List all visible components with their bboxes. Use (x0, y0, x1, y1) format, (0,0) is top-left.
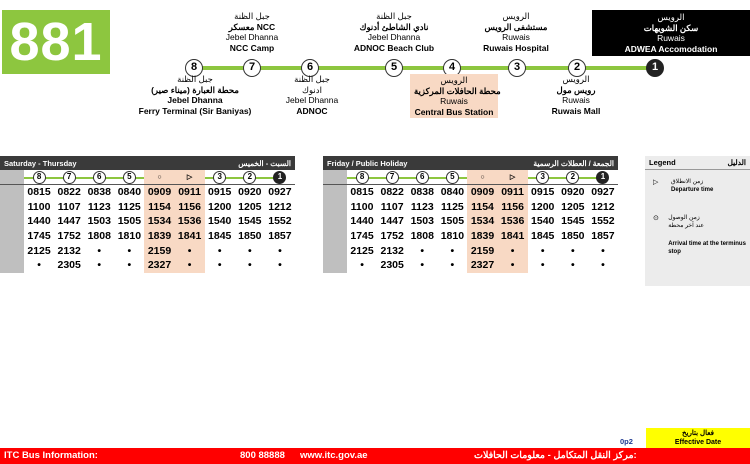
time-cell: 2132 (57, 244, 81, 257)
mini-stop-circle: 8 (33, 171, 46, 184)
mini-stop-circle: 7 (386, 171, 399, 184)
table-row (323, 200, 618, 215)
stop-8-ar-main: محطة العبارة (ميناء صير) (151, 84, 239, 95)
stop-label-7 (212, 11, 292, 53)
mini-stop-circle: 6 (416, 171, 429, 184)
time-cell: • (217, 259, 222, 272)
time-cell: 1123 (410, 200, 434, 213)
mini-stop-circle: 6 (93, 171, 106, 184)
time-cell: 1505 (117, 215, 142, 228)
time-cell: 1123 (87, 200, 111, 213)
footer-ar-info: مركز النقل المتكامل - معلومات الحافلات: (474, 450, 637, 461)
table-row (0, 214, 295, 229)
time-cell: 1536 (498, 214, 528, 229)
time-cell: 0838 (87, 186, 111, 199)
time-cell: 0840 (117, 186, 142, 199)
time-cell: • (37, 259, 41, 272)
time-cell: • (278, 244, 282, 257)
time-cell: 1857 (591, 230, 615, 243)
stop-7-en-top: Jebel Dhanna (225, 32, 279, 42)
stop-5-ar-main: نادي الشاطئ أدنوك (359, 21, 429, 32)
time-cell: • (540, 259, 545, 272)
time-cell: 0915 (208, 186, 232, 199)
time-cell: 1752 (57, 230, 81, 243)
stop-4-ar-top: الرويس (440, 75, 468, 85)
stop-8-en2: Ferry Terminal (Sir Baniyas) (138, 105, 252, 116)
time-cell: 1154 (467, 200, 497, 215)
stop-7-ar-top: جبل الظنة (234, 11, 270, 21)
table-row (323, 229, 618, 244)
time-cell: 1534 (144, 214, 174, 229)
stop-label-4 (410, 74, 501, 118)
time-cell: 0822 (380, 186, 404, 199)
time-cell: • (570, 244, 575, 257)
time-cell: 2125 (27, 244, 51, 257)
time-cell: 1200 (208, 200, 232, 213)
time-cell: • (540, 244, 545, 257)
time-cell: • (175, 258, 205, 273)
time-cell: 1808 (87, 230, 111, 243)
time-cell: 1850 (561, 230, 585, 243)
time-cell: 1839 (467, 229, 497, 244)
time-cell: 1810 (117, 230, 142, 243)
time-cell: 1552 (591, 215, 615, 228)
header-stop-4-arr (467, 170, 497, 185)
time-cell: 0815 (27, 186, 51, 199)
row-lead-cell (0, 243, 24, 258)
timetable-grid (323, 170, 618, 273)
time-cell: 1545 (561, 215, 585, 228)
stop-label-6 (270, 74, 354, 116)
mini-stop-circle: 8 (356, 171, 369, 184)
stop-3-ar-top: الرويس (502, 11, 530, 21)
timetable-body (0, 185, 295, 273)
row-lead-cell (323, 229, 347, 244)
header-stop-4-dep (498, 170, 528, 185)
time-cell: • (498, 243, 528, 258)
stop-2-ar-top: الرويس (562, 74, 590, 84)
footer-phone[interactable]: 800 88888 (240, 450, 285, 461)
time-cell: 0909 (144, 185, 174, 200)
time-cell: 1440 (27, 215, 51, 228)
time-cell: • (97, 259, 102, 272)
legend (645, 156, 750, 286)
effective-en: Effective Date (674, 439, 722, 446)
stop-5-en1: ADNOC Beach Club (353, 42, 435, 53)
table-row (0, 229, 295, 244)
stop-8-en1: Jebel Dhanna (167, 95, 223, 105)
header-stop-2 (558, 170, 588, 185)
timetable-friday-holiday (323, 156, 618, 273)
time-cell: 1212 (268, 200, 292, 213)
time-cell: 1841 (498, 229, 528, 244)
time-cell: 1845 (531, 230, 555, 243)
timetable-title-ar: السبت - الخميس (238, 158, 291, 168)
header-stop-6 (84, 170, 114, 185)
row-lead-cell (0, 258, 24, 273)
header-stop-4-dep (175, 170, 205, 185)
stop-7-en1: NCC Camp (229, 42, 275, 53)
legend-dep-ar: زمن الانطلاق (671, 179, 704, 185)
stop-6-ar-main: ادنوك (302, 84, 322, 95)
timetable-body (323, 185, 618, 273)
time-cell: 0915 (531, 186, 555, 199)
stop-label-1 (592, 10, 750, 56)
time-cell: 1745 (350, 230, 374, 243)
time-cell: • (420, 244, 425, 257)
row-lead-cell (323, 170, 347, 185)
departure-marker-icon: ▷ (653, 179, 659, 186)
time-cell: 0920 (561, 186, 585, 199)
mini-stop-circle: 5 (446, 171, 459, 184)
stop-4-ar-main: محطة الحافلات المركزية (414, 85, 501, 96)
time-cell: 1503 (87, 215, 111, 228)
arrival-marker-icon: ⊙ (653, 215, 659, 222)
header-stop-3 (528, 170, 558, 185)
stop-circle-6: 6 (301, 59, 319, 77)
stop-circle-5: 5 (385, 59, 403, 77)
header-stop-7 (54, 170, 84, 185)
time-cell: 1212 (591, 200, 615, 213)
time-cell: • (360, 259, 364, 272)
time-cell: 1850 (238, 230, 262, 243)
mini-stop-circle: 3 (213, 171, 226, 184)
time-cell: 2305 (380, 259, 404, 272)
time-cell: 1841 (175, 229, 205, 244)
footer-info-label: ITC Bus Information: (4, 450, 98, 461)
stop-circle-3: 3 (508, 59, 526, 77)
time-cell: 1505 (440, 215, 465, 228)
stop-3-ar-main: مستشفى الرويس (484, 21, 548, 32)
header-stop-6 (407, 170, 437, 185)
time-cell: • (127, 244, 132, 257)
row-lead-cell (323, 243, 347, 258)
legend-arr-en: Arrival time at the terminus stop (668, 241, 746, 255)
time-cell: 0822 (57, 186, 81, 199)
header-stop-3 (205, 170, 235, 185)
time-cell: 1857 (268, 230, 292, 243)
time-cell: 1503 (410, 215, 434, 228)
stop-6-en-top: Jebel Dhanna (285, 95, 339, 105)
time-cell: 2327 (467, 258, 497, 273)
time-cell: 0909 (467, 185, 497, 200)
stop-1-en1: ADWEA Accomodation (624, 43, 718, 54)
time-cell: 1200 (531, 200, 555, 213)
timetable-header (0, 156, 295, 170)
time-cell: 1534 (467, 214, 497, 229)
time-cell: • (278, 259, 282, 272)
stop-label-2 (538, 74, 614, 116)
stop-circle-8: 8 (185, 59, 203, 77)
timetable-title-en: Friday / Public Holiday (327, 158, 408, 168)
time-cell: 1545 (238, 215, 262, 228)
legend-arr-ar2: عند آخر محطة (668, 223, 705, 229)
time-cell: • (498, 258, 528, 273)
time-cell: 1205 (238, 200, 262, 213)
header-stop-4-arr (144, 170, 174, 185)
time-cell: 1100 (350, 200, 374, 213)
header-stop-5 (437, 170, 467, 185)
time-cell: 1839 (144, 229, 174, 244)
row-lead-cell (323, 200, 347, 215)
time-cell: • (570, 259, 575, 272)
time-cell: • (601, 259, 605, 272)
row-lead-cell (0, 170, 24, 185)
header-stop-8 (347, 170, 377, 185)
time-cell: 1125 (117, 200, 141, 213)
time-cell: 0911 (498, 185, 528, 200)
row-lead-cell (323, 214, 347, 229)
time-cell: 1540 (208, 215, 232, 228)
table-row (323, 243, 618, 258)
route-number-badge: 881 (2, 10, 110, 74)
table-row (323, 214, 618, 229)
stop-5-en-top: Jebel Dhanna (367, 32, 421, 42)
time-cell: 1205 (561, 200, 585, 213)
stop-label-8 (133, 74, 257, 116)
stop-circle-1: 1 (646, 59, 664, 77)
time-cell: 1845 (208, 230, 232, 243)
legend-title-en: Legend (649, 158, 676, 167)
footer-bar (0, 448, 750, 464)
mini-stop-circle: 2 (566, 171, 579, 184)
time-cell: • (247, 244, 252, 257)
time-cell: 2327 (144, 258, 174, 273)
time-cell: 2159 (467, 243, 497, 258)
header-stop-5 (114, 170, 144, 185)
effective-ar: فعال بتاريخ (682, 430, 714, 437)
arrival-marker-icon: ○ (157, 173, 162, 181)
stop-8-ar-top: جبل الظنة (177, 74, 213, 84)
time-cell: 1440 (350, 215, 374, 228)
header-stop-8 (24, 170, 54, 185)
stop-circle-4: 4 (443, 59, 461, 77)
timetable-title-en: Saturday - Thursday (4, 158, 77, 168)
time-cell: 1808 (410, 230, 434, 243)
stop-2-ar-main: رويس مول (556, 84, 596, 95)
mini-stop-circle: 3 (536, 171, 549, 184)
time-cell: • (450, 259, 455, 272)
time-cell: 0927 (591, 186, 615, 199)
time-cell: • (127, 259, 132, 272)
mini-stop-circle: 2 (243, 171, 256, 184)
time-cell: 0840 (440, 186, 465, 199)
time-cell: 1154 (144, 200, 174, 215)
table-row (0, 258, 295, 273)
stop-label-3 (476, 11, 556, 53)
stop-4-en-top: Ruwais (440, 96, 468, 106)
time-cell: 0927 (268, 186, 292, 199)
time-cell: 2159 (144, 243, 174, 258)
legend-title-ar: الدليل (727, 158, 746, 167)
time-cell: 1447 (57, 215, 81, 228)
stop-2-en1: Ruwais Mall (551, 105, 601, 116)
timetable-title-ar: الجمعة / العطلات الرسمية (533, 158, 614, 168)
stop-7-ar-main: معسكر NCC (228, 21, 276, 32)
route-line (194, 66, 656, 70)
header-stop-1 (265, 170, 295, 185)
time-cell: 2305 (57, 259, 81, 272)
time-cell: 2125 (350, 244, 374, 257)
stop-6-ar-top: جبل الظنة (294, 74, 330, 84)
time-cell: 0838 (410, 186, 434, 199)
legend-arrival (645, 214, 750, 256)
time-cell: 1107 (57, 200, 81, 213)
stop-circle-2: 2 (568, 59, 586, 77)
time-cell: • (175, 243, 205, 258)
row-lead-cell (323, 258, 347, 273)
row-lead-cell (0, 185, 24, 200)
departure-marker-icon: ▷ (186, 173, 193, 181)
time-cell: 1752 (380, 230, 404, 243)
timetable-saturday-thursday (0, 156, 295, 273)
stop-circle-7: 7 (243, 59, 261, 77)
footer-website-link[interactable]: www.itc.gov.ae (300, 450, 368, 461)
stop-6-en1: ADNOC (296, 105, 328, 116)
header-stop-7 (377, 170, 407, 185)
time-cell: 1540 (531, 215, 555, 228)
time-cell: • (217, 244, 222, 257)
time-cell: 2132 (380, 244, 404, 257)
arrival-marker-icon: ○ (480, 173, 485, 181)
table-row (0, 243, 295, 258)
time-cell: • (420, 259, 425, 272)
time-cell: • (601, 244, 605, 257)
version-code: 0p2 (620, 437, 633, 446)
row-lead-cell (0, 214, 24, 229)
time-cell: 1810 (440, 230, 465, 243)
time-cell: • (97, 244, 102, 257)
stop-2-en-top: Ruwais (562, 95, 590, 105)
row-lead-cell (323, 185, 347, 200)
time-cell: • (247, 259, 252, 272)
time-cell: 1100 (27, 200, 51, 213)
timetable-grid (0, 170, 295, 273)
time-cell: 1536 (175, 214, 205, 229)
stop-4-en1: Central Bus Station (414, 106, 494, 117)
legend-arr-ar: زمن الوصول (668, 215, 700, 221)
time-cell: • (450, 244, 455, 257)
stop-3-en1: Ruwais Hospital (483, 42, 549, 53)
legend-arrival-text (668, 214, 746, 256)
table-row (323, 185, 618, 200)
time-cell: 1107 (380, 200, 404, 213)
mini-stop-circle: 1 (596, 171, 609, 184)
stop-1-en-top: Ruwais (657, 33, 685, 43)
legend-departure (645, 178, 750, 194)
mini-stop-circle: 5 (123, 171, 136, 184)
table-row (0, 185, 295, 200)
time-cell: 0911 (175, 185, 205, 200)
mini-stop-circle: 1 (273, 171, 286, 184)
header-stop-1 (588, 170, 618, 185)
legend-departure-text (671, 178, 713, 194)
stop-5-ar-top: جبل الظنة (376, 11, 412, 21)
stop-label-5 (342, 11, 446, 53)
stop-1-ar-top: الرويس (657, 12, 685, 22)
stop-3-en-top: Ruwais (502, 32, 530, 42)
time-cell: 1447 (380, 215, 404, 228)
stop-1-ar-main: سكن الشويهات (643, 22, 699, 33)
legend-header (645, 156, 750, 170)
time-cell: 1156 (498, 200, 528, 215)
legend-dep-en: Departure time (671, 187, 714, 193)
time-cell: 1156 (175, 200, 205, 215)
time-cell: 0920 (238, 186, 262, 199)
row-lead-cell (0, 229, 24, 244)
table-row (0, 200, 295, 215)
time-cell: 0815 (350, 186, 374, 199)
time-cell: 1125 (440, 200, 464, 213)
mini-stop-circle: 7 (63, 171, 76, 184)
row-lead-cell (0, 200, 24, 215)
timetable-header (323, 156, 618, 170)
time-cell: 1552 (268, 215, 292, 228)
table-row (323, 258, 618, 273)
departure-marker-icon: ▷ (509, 173, 516, 181)
header-stop-2 (235, 170, 265, 185)
time-cell: 1745 (27, 230, 51, 243)
